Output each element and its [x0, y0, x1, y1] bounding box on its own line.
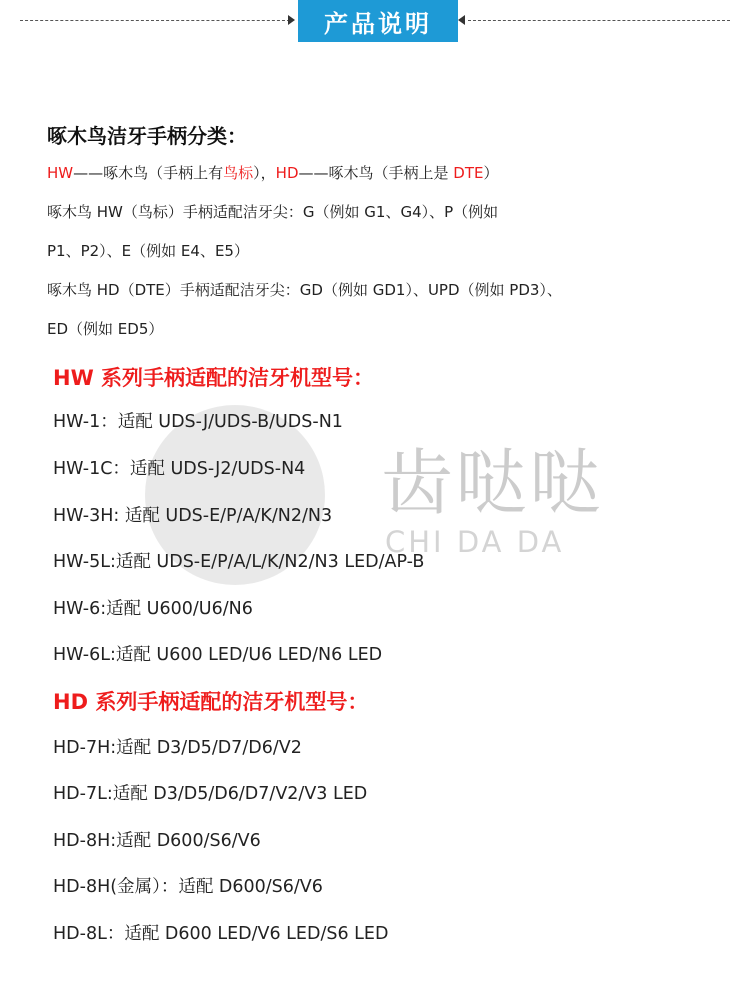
- classification-heading: 啄木鸟洁牙手柄分类：: [47, 124, 247, 148]
- watermark-brand-cn: 齿哒哒: [381, 441, 604, 525]
- hd-section-heading: HD 系列手柄适配的洁牙机型号：: [53, 690, 369, 714]
- hd-model-item: HD-8H(金属）：适配 D600/S6/V6: [53, 877, 323, 897]
- intro-line-4: 啄木鸟 HD（DTE）手柄适配洁牙尖：GD（例如 GD1）、UPD（例如 PD3）、: [47, 281, 562, 299]
- intro-dash-text-2: ——啄木鸟（手柄上是: [298, 164, 454, 182]
- hd-model-item: HD-7L:适配 D3/D5/D6/D7/V2/V3 LED: [53, 784, 368, 804]
- intro-line-3: P1、P2）、E（例如 E4、E5）: [47, 242, 249, 260]
- hd-model-item: HD-8H:适配 D600/S6/V6: [53, 831, 261, 851]
- hw-section-heading: HW 系列手柄适配的洁牙机型号：: [53, 366, 375, 390]
- hw-model-item: HW-6:适配 U600/U6/N6: [53, 599, 253, 619]
- hw-model-item: HW-6L:适配 U600 LED/U6 LED/N6 LED: [53, 645, 383, 665]
- intro-line-1: [47, 162, 499, 183]
- intro-line-2: 啄木鸟 HW（鸟标）手柄适配洁牙尖：G（例如 G1、G4）、P（例如: [47, 203, 499, 221]
- intro-line-5: ED（例如 ED5）: [47, 320, 164, 338]
- dte-code: DTE: [453, 164, 484, 182]
- bird-mark-text: 鸟标: [223, 164, 254, 182]
- watermark-brand-en: CHI DA DA: [385, 525, 565, 559]
- header-dashed-line-left: [20, 20, 290, 21]
- hw-model-item: HW-3H: 适配 UDS-E/P/A/K/N2/N3: [53, 506, 333, 526]
- hd-model-item: HD-7H:适配 D3/D5/D7/D6/V2: [53, 738, 302, 758]
- intro-end-text: ）: [483, 164, 499, 182]
- header-dashed-line-right: [468, 20, 730, 21]
- hd-model-item: HD-8L：适配 D600 LED/V6 LED/S6 LED: [53, 924, 389, 944]
- header-title: 产品说明: [298, 0, 458, 42]
- intro-mid-text: ），: [253, 164, 276, 182]
- section-header: [0, 0, 750, 46]
- hw-model-item: HW-1：适配 UDS-J/UDS-B/UDS-N1: [53, 412, 343, 432]
- hd-code: HD: [275, 164, 299, 182]
- hw-model-item: HW-5L:适配 UDS-E/P/A/L/K/N2/N3 LED/AP-B: [53, 552, 425, 572]
- hw-model-item: HW-1C：适配 UDS-J2/UDS-N4: [53, 459, 306, 479]
- header-arrow-left-icon: [288, 15, 295, 25]
- hw-code: HW: [47, 164, 74, 182]
- intro-dash-text-1: ——啄木鸟（手柄上有: [73, 164, 224, 182]
- header-arrow-right-icon: [458, 15, 465, 25]
